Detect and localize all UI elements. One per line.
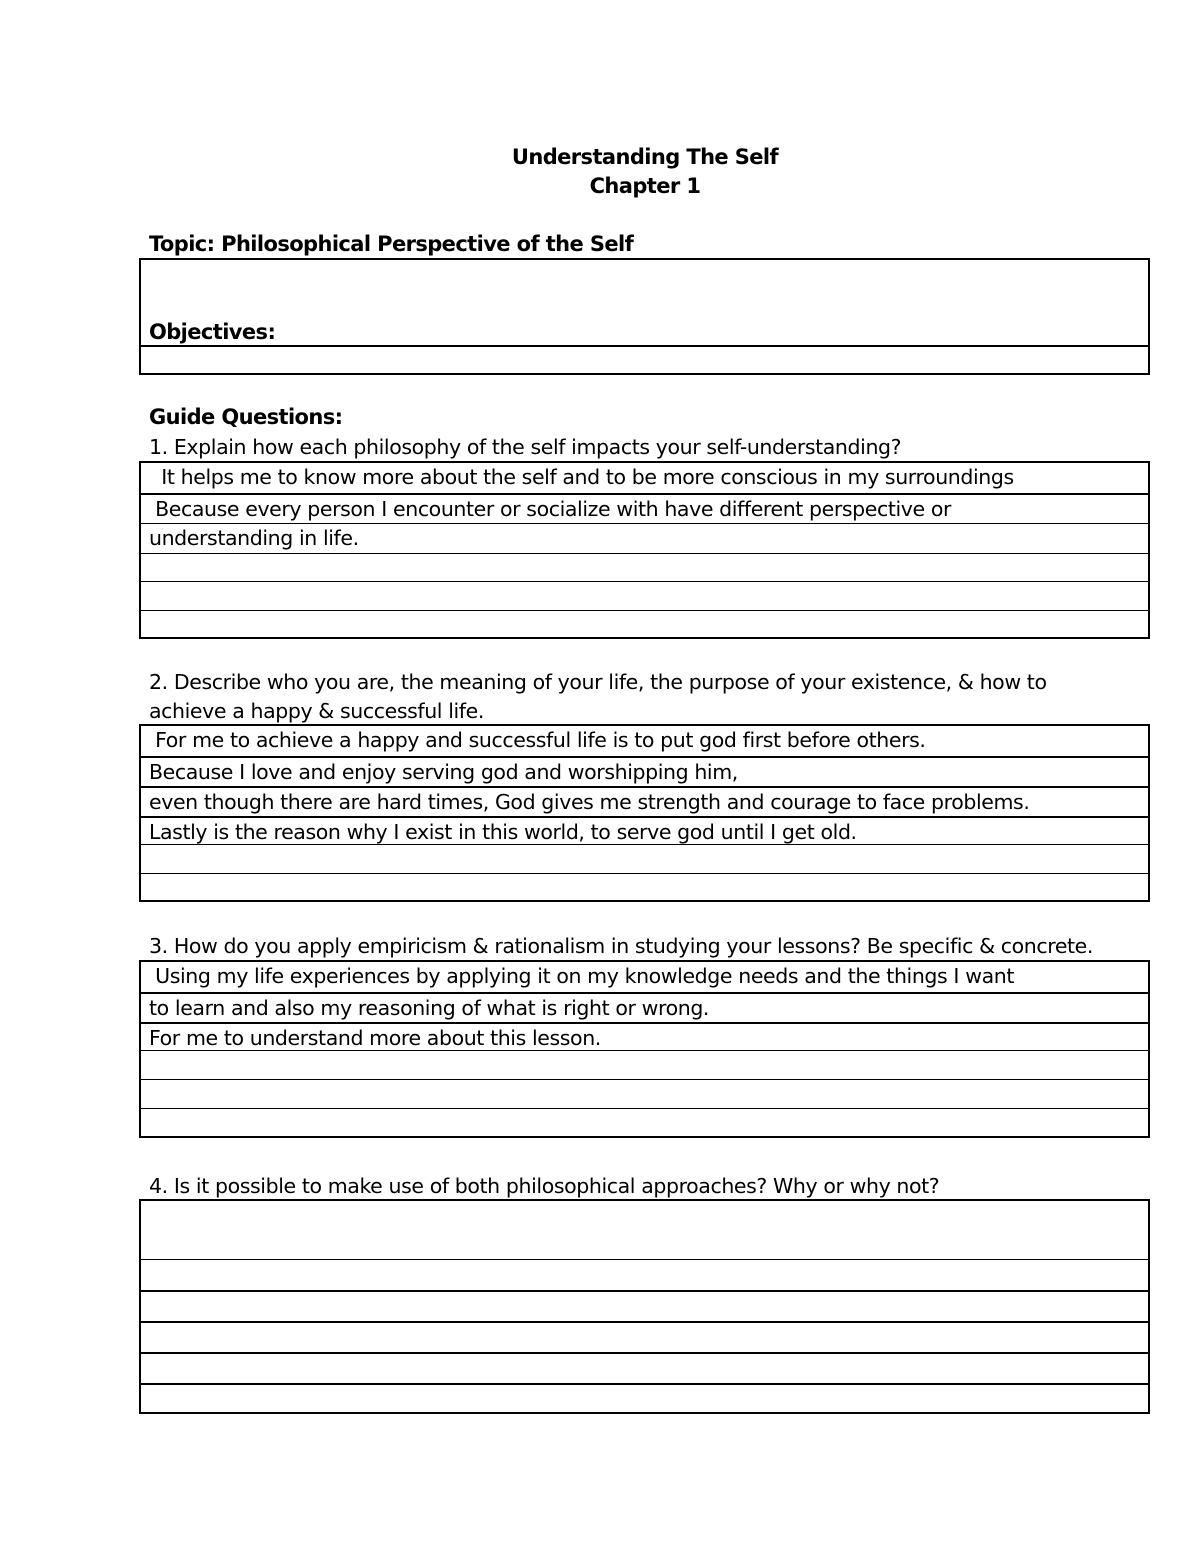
answer-box-3 (139, 960, 1150, 1138)
guide-questions-heading: Guide Questions: (149, 405, 343, 429)
answer-line: even though there are hard times, God gives me strength and courage to face problems. (141, 786, 1148, 816)
answer-line-blank (141, 553, 1148, 581)
question-2-line1: 2. Describe who you are, the meaning of your life, the purpose of your existence, & how to (149, 670, 1047, 694)
answer-line-blank (141, 844, 1148, 873)
answer-line-blank (141, 1108, 1148, 1136)
question-2 (149, 668, 1047, 726)
answer-line: Because I love and enjoy serving god and worshipping him, (141, 756, 1148, 786)
answer-line-blank (141, 873, 1148, 901)
answer-line-blank (141, 1079, 1148, 1108)
answer-line: For me to understand more about this lesson. (141, 1022, 1148, 1050)
answer-line-blank (141, 1290, 1148, 1321)
answer-line-blank (141, 610, 1148, 638)
answer-line-blank (141, 1259, 1148, 1290)
answer-line-blank (141, 1050, 1148, 1079)
answer-line: It helps me to know more about the self and to be more conscious in my surroundings (149, 465, 1014, 489)
objectives-blank-row (141, 345, 1148, 373)
answer-line-blank (141, 1352, 1148, 1383)
objectives-label: Objectives: (149, 320, 276, 344)
answer-line: to learn and also my reasoning of what is right or wrong. (141, 992, 1148, 1022)
answer-box-4 (139, 1199, 1150, 1414)
answer-box-1 (139, 461, 1150, 639)
question-1: 1. Explain how each philosophy of the self impacts your self-understanding? (149, 435, 902, 459)
question-4: 4. Is it possible to make use of both philosophical approaches? Why or why not? (149, 1174, 940, 1198)
question-2-line2: achieve a happy & successful life. (149, 699, 484, 723)
answer-cell (141, 1201, 1148, 1259)
chapter-label: Chapter 1 (589, 174, 701, 198)
answer-line: Using my life experiences by applying it on my knowledge needs and the things I want (149, 964, 1014, 988)
answer-line: Lastly is the reason why I exist in this world, to serve god until I get old. (141, 816, 1148, 844)
objectives-cell (141, 260, 1148, 345)
answer-line: understanding in life. (141, 523, 1148, 553)
answer-line: Because every person I encounter or socialize with have different perspective or (141, 493, 1148, 523)
answer-line-blank (141, 581, 1148, 610)
answer-line (149, 1258, 1148, 1259)
page-title: Understanding The Self (511, 145, 779, 169)
topic-heading: Topic: Philosophical Perspective of the Self (149, 232, 634, 256)
answer-line-blank (141, 1321, 1148, 1352)
answer-line: For me to achieve a happy and successful life is to put god first before others. (149, 728, 926, 752)
answer-box-2 (139, 724, 1150, 902)
answer-line-blank (141, 1383, 1148, 1412)
question-3: 3. How do you apply empiricism & rationalism in studying your lessons? Be specific & concrete. (149, 934, 1093, 958)
objectives-box (139, 258, 1150, 375)
